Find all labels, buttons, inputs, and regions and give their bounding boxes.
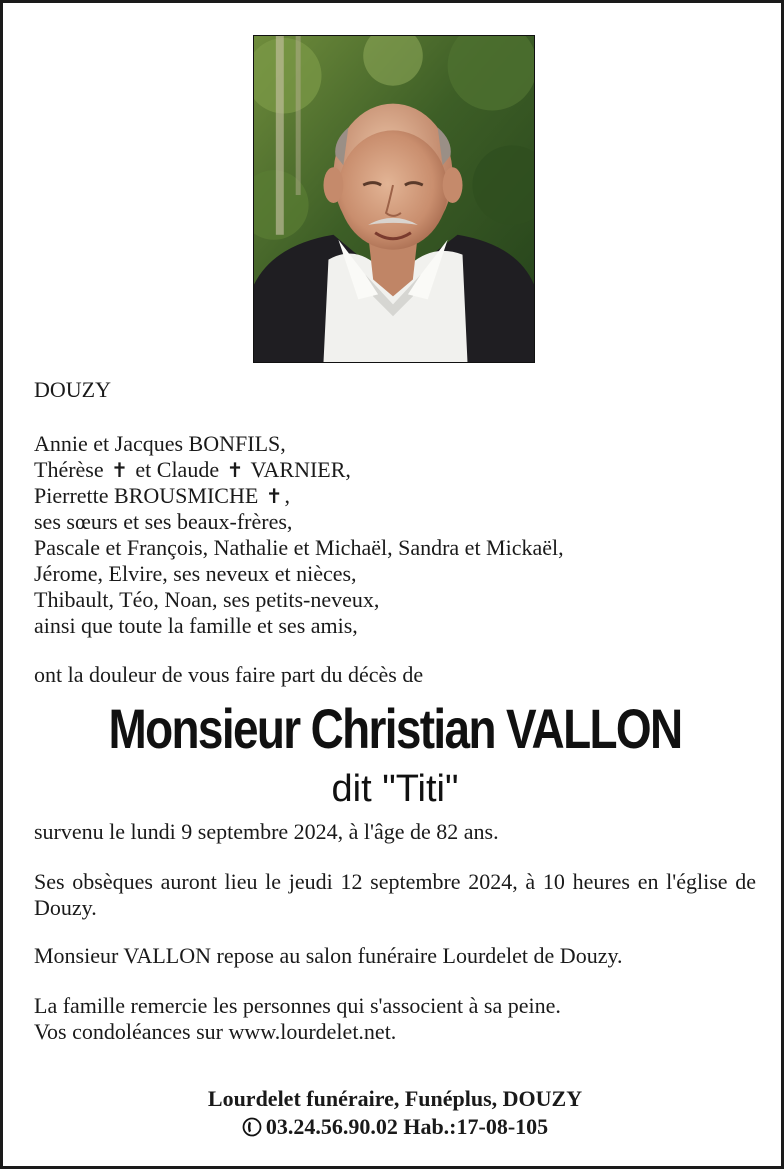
family-line: Pierrette BROUSMICHE ✝, bbox=[34, 483, 291, 508]
funeral-details: Ses obsèques auront lieu le jeudi 12 septembre 2024, à 10 heures en l'église de Douzy. bbox=[34, 869, 756, 920]
funeral-home-footer bbox=[3, 1085, 784, 1141]
rest-location: Monsieur VALLON repose au salon funéraire Lourdelet de Douzy. bbox=[34, 943, 623, 968]
portrait-photo bbox=[253, 35, 535, 363]
town-name: DOUZY bbox=[34, 377, 111, 402]
condolences-line: Vos condoléances sur www.lourdelet.net. bbox=[34, 1019, 397, 1044]
family-line: Pascale et François, Nathalie et Michaël, Sandra et Mickaël, bbox=[34, 535, 564, 560]
phone-icon bbox=[242, 1117, 262, 1137]
family-line: Annie et Jacques BONFILS, bbox=[34, 431, 286, 456]
death-details: survenu le lundi 9 septembre 2024, à l'âge de 82 ans. bbox=[34, 819, 499, 844]
deceased-nickname: dit "Titi" bbox=[331, 768, 459, 810]
family-line: Thérèse ✝ et Claude ✝ VARNIER, bbox=[34, 457, 351, 482]
family-line: ainsi que toute la famille et ses amis, bbox=[34, 613, 358, 638]
cross-icon: ✝ bbox=[111, 458, 128, 482]
cross-icon: ✝ bbox=[226, 458, 244, 482]
funeral-home-contact bbox=[3, 1113, 784, 1141]
deceased-name: Monsieur Christian VALLON bbox=[108, 697, 682, 760]
phone-number: 03.24.56.90.02 Hab.:17-08-105 bbox=[265, 1114, 549, 1139]
funeral-home-name: Lourdelet funéraire, Funéplus, DOUZY bbox=[207, 1086, 583, 1111]
family-line: ses sœurs et ses beaux-frères, bbox=[34, 509, 293, 534]
family-line: Thibault, Téo, Noan, ses petits-neveux, bbox=[34, 587, 380, 612]
cross-icon: ✝ bbox=[265, 484, 283, 508]
announcement-intro: ont la douleur de vous faire part du décès de bbox=[34, 662, 424, 687]
thanks-line: La famille remercie les personnes qui s'associent à sa peine. bbox=[34, 993, 561, 1018]
family-line: Jérome, Elvire, ses neveux et nièces, bbox=[34, 561, 357, 586]
portrait-image bbox=[254, 36, 534, 362]
thanks-message bbox=[34, 993, 756, 1045]
family-list bbox=[34, 431, 756, 639]
